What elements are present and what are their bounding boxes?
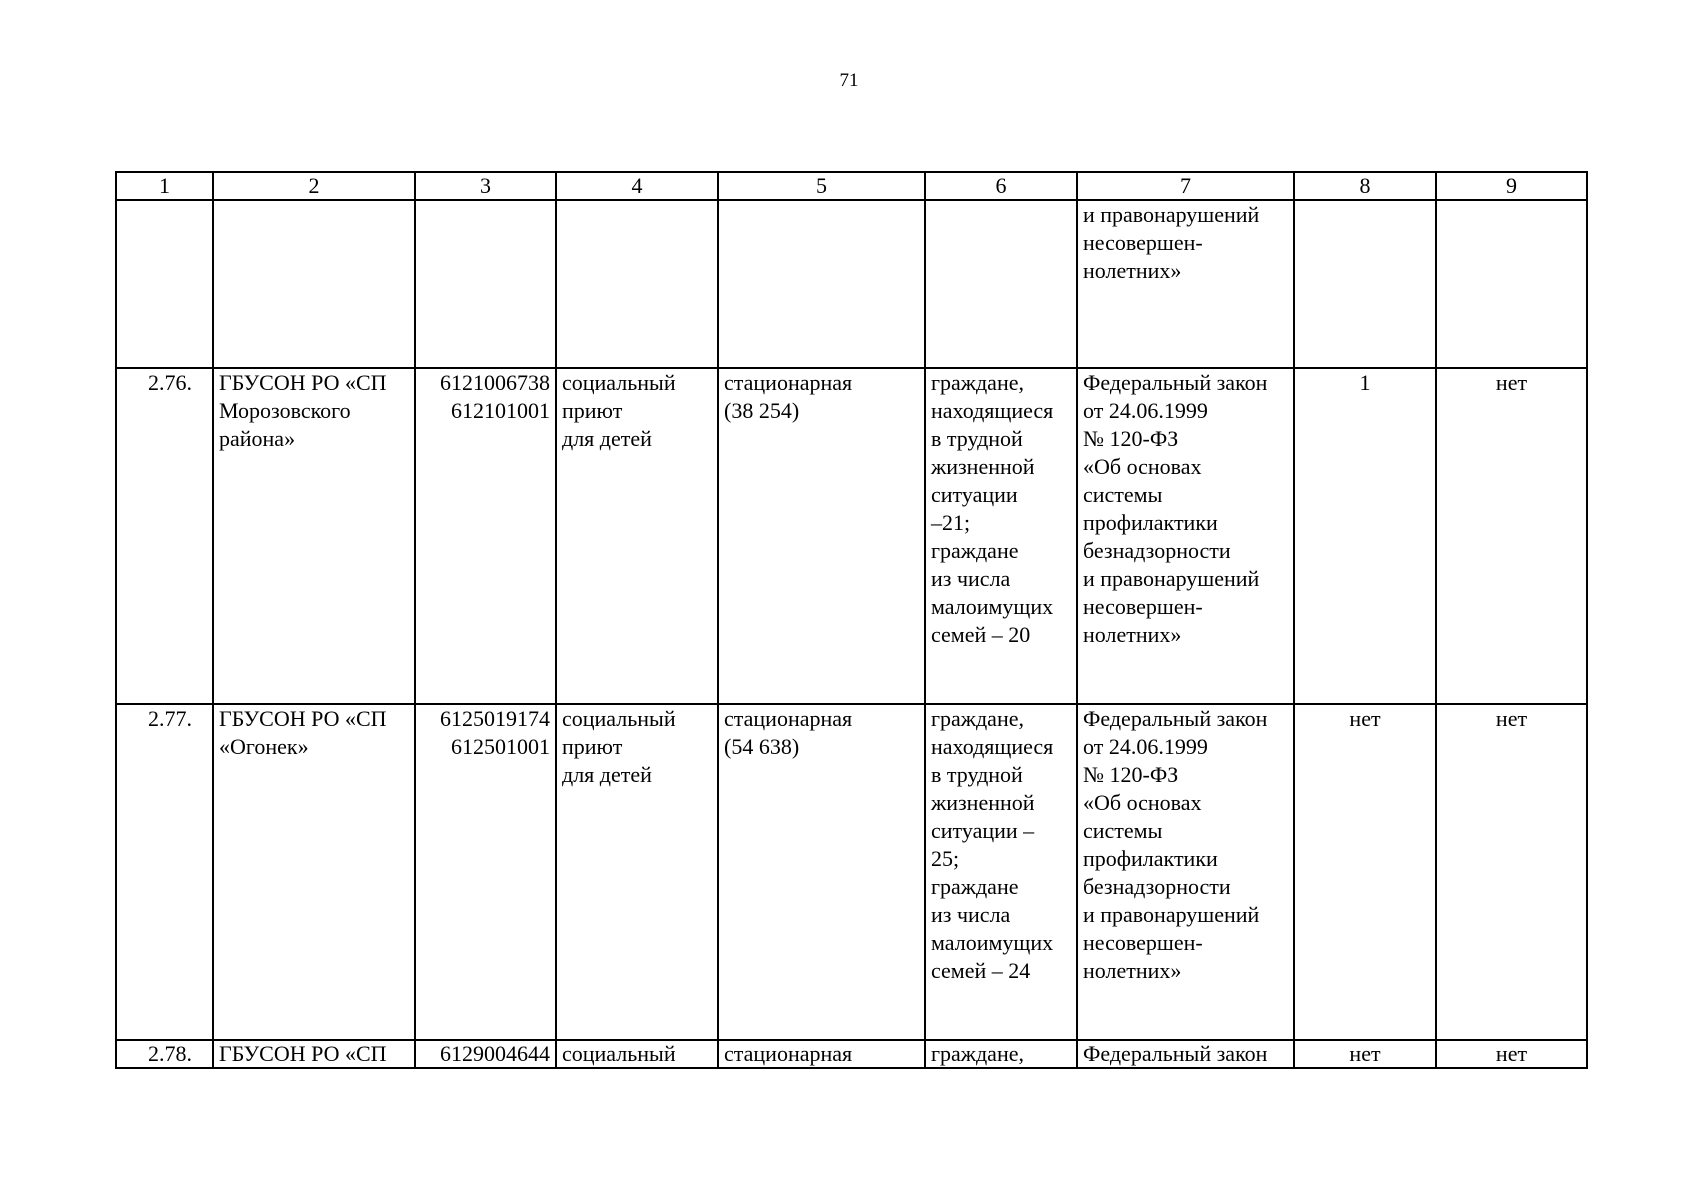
- cell-recipients: [925, 368, 1077, 704]
- cell-line: «Об основах: [1083, 790, 1202, 815]
- cell-line: малоимущих: [931, 930, 1054, 955]
- cell-line: от 24.06.1999: [1083, 398, 1208, 423]
- cell-inn-kpp: [415, 368, 556, 704]
- cell-law-continued: [1077, 200, 1294, 368]
- cell-line: «Огонек»: [219, 734, 309, 759]
- cell-line: в трудной: [931, 426, 1023, 451]
- cell-line: и правонарушений: [1083, 902, 1260, 927]
- cell-line: граждане,: [931, 370, 1024, 395]
- cell-line: Федеральный закон: [1083, 1041, 1268, 1066]
- cell-line: профилактики: [1083, 510, 1218, 535]
- cell-inn-kpp: [415, 704, 556, 1040]
- cell-line: стационарная: [724, 1041, 853, 1066]
- cell-row-number: 2.77.: [116, 704, 213, 1040]
- page-number: 71: [839, 70, 859, 91]
- cell-line: приют: [562, 398, 623, 423]
- cell-line: нолетних»: [1083, 622, 1182, 647]
- cell-line: 6121006738: [440, 370, 550, 395]
- cell-line: от 24.06.1999: [1083, 734, 1208, 759]
- cell-line: социальный: [562, 370, 676, 395]
- cell-empty: [213, 200, 415, 368]
- column-number: 4: [556, 172, 718, 200]
- cell-row-number: 2.76.: [116, 368, 213, 704]
- cell-line: и правонарушений: [1083, 566, 1260, 591]
- cell-line: 612501001: [451, 734, 550, 759]
- services-table: [115, 171, 1588, 1069]
- cell-line: ситуации –: [931, 818, 1035, 843]
- cell-line: «Об основах: [1083, 454, 1202, 479]
- cell-line: 612101001: [451, 398, 550, 423]
- cell-recipients: [925, 1040, 1077, 1068]
- cell-line: социальный: [562, 1041, 676, 1066]
- table-row: [116, 1040, 1587, 1068]
- cell-service-form: [718, 368, 925, 704]
- column-number: 9: [1436, 172, 1587, 200]
- cell-empty: [116, 200, 213, 368]
- cell-line: нолетних»: [1083, 958, 1182, 983]
- cell-institution-type: [556, 1040, 718, 1068]
- cell-line: несовершен-: [1083, 594, 1203, 619]
- cell-line: в трудной: [931, 762, 1023, 787]
- cell-col9: нет: [1436, 704, 1587, 1040]
- cell-line: граждане: [931, 874, 1019, 899]
- cell-line: находящиеся: [931, 398, 1054, 423]
- cell-line: района»: [219, 426, 296, 451]
- cell-line: граждане: [931, 538, 1019, 563]
- cell-col8: нет: [1294, 1040, 1436, 1068]
- cell-line: профилактики: [1083, 846, 1218, 871]
- cell-line: жизненной: [931, 454, 1035, 479]
- cell-line: граждане,: [931, 1041, 1024, 1066]
- cell-institution-type: [556, 704, 718, 1040]
- cell-line: № 120-ФЗ: [1083, 426, 1179, 451]
- cell-law: [1077, 704, 1294, 1040]
- cell-line: семей – 20: [931, 622, 1031, 647]
- cell-line: ГБУСОН РО «СП: [219, 1041, 387, 1066]
- column-number: 2: [213, 172, 415, 200]
- cell-empty: [718, 200, 925, 368]
- column-number: 3: [415, 172, 556, 200]
- column-number-row: [116, 172, 1587, 200]
- cell-line: малоимущих: [931, 594, 1054, 619]
- cell-line: 25;: [931, 846, 960, 871]
- cell-line: 6129004644: [440, 1041, 550, 1066]
- cell-line: граждане,: [931, 706, 1024, 731]
- cell-line: (38 254): [724, 398, 800, 423]
- cell-empty: [925, 200, 1077, 368]
- cell-line: системы: [1083, 482, 1163, 507]
- cell-recipients: [925, 704, 1077, 1040]
- cell-institution-name: [213, 704, 415, 1040]
- cell-institution-name: [213, 368, 415, 704]
- cell-col8: нет: [1294, 704, 1436, 1040]
- cell-line: для детей: [562, 426, 652, 451]
- cell-law: [1077, 1040, 1294, 1068]
- cell-line: для детей: [562, 762, 652, 787]
- cell-line: ГБУСОН РО «СП: [219, 370, 387, 395]
- cell-line: системы: [1083, 818, 1163, 843]
- cell-col9: нет: [1436, 1040, 1587, 1068]
- cell-institution-type: [556, 368, 718, 704]
- cell-line: Федеральный закон: [1083, 370, 1268, 395]
- cell-line: № 120-ФЗ: [1083, 762, 1179, 787]
- cell-col9: нет: [1436, 368, 1587, 704]
- cell-law: [1077, 368, 1294, 704]
- cell-line: и правонарушений: [1083, 202, 1260, 227]
- column-number: 8: [1294, 172, 1436, 200]
- cell-line: стационарная: [724, 706, 853, 731]
- cell-empty: [1436, 200, 1587, 368]
- cell-line: ситуации: [931, 482, 1018, 507]
- table-row: [116, 368, 1587, 704]
- cell-line: Федеральный закон: [1083, 706, 1268, 731]
- cell-service-form: [718, 704, 925, 1040]
- cell-institution-name: [213, 1040, 415, 1068]
- column-number: 1: [116, 172, 213, 200]
- cell-service-form: [718, 1040, 925, 1068]
- cell-line: безнадзорности: [1083, 538, 1231, 563]
- cell-empty: [415, 200, 556, 368]
- cell-line: из числа: [931, 566, 1011, 591]
- column-number: 6: [925, 172, 1077, 200]
- cell-inn-kpp: [415, 1040, 556, 1068]
- column-number: 5: [718, 172, 925, 200]
- cell-line: жизненной: [931, 790, 1035, 815]
- cell-line: приют: [562, 734, 623, 759]
- cell-line: 6125019174: [440, 706, 550, 731]
- cell-line: несовершен-: [1083, 230, 1203, 255]
- cell-line: семей – 24: [931, 958, 1031, 983]
- cell-line: из числа: [931, 902, 1011, 927]
- table-row: [116, 704, 1587, 1040]
- cell-line: Морозовского: [219, 398, 351, 423]
- cell-empty: [556, 200, 718, 368]
- cell-line: нолетних»: [1083, 258, 1182, 283]
- cell-line: (54 638): [724, 734, 800, 759]
- cell-line: стационарная: [724, 370, 853, 395]
- cell-line: социальный: [562, 706, 676, 731]
- cell-line: безнадзорности: [1083, 874, 1231, 899]
- column-number: 7: [1077, 172, 1294, 200]
- continuation-row: [116, 200, 1587, 368]
- cell-line: ГБУСОН РО «СП: [219, 706, 387, 731]
- cell-row-number: 2.78.: [116, 1040, 213, 1068]
- cell-line: несовершен-: [1083, 930, 1203, 955]
- cell-col8: 1: [1294, 368, 1436, 704]
- cell-line: находящиеся: [931, 734, 1054, 759]
- cell-line: –21;: [931, 510, 971, 535]
- cell-empty: [1294, 200, 1436, 368]
